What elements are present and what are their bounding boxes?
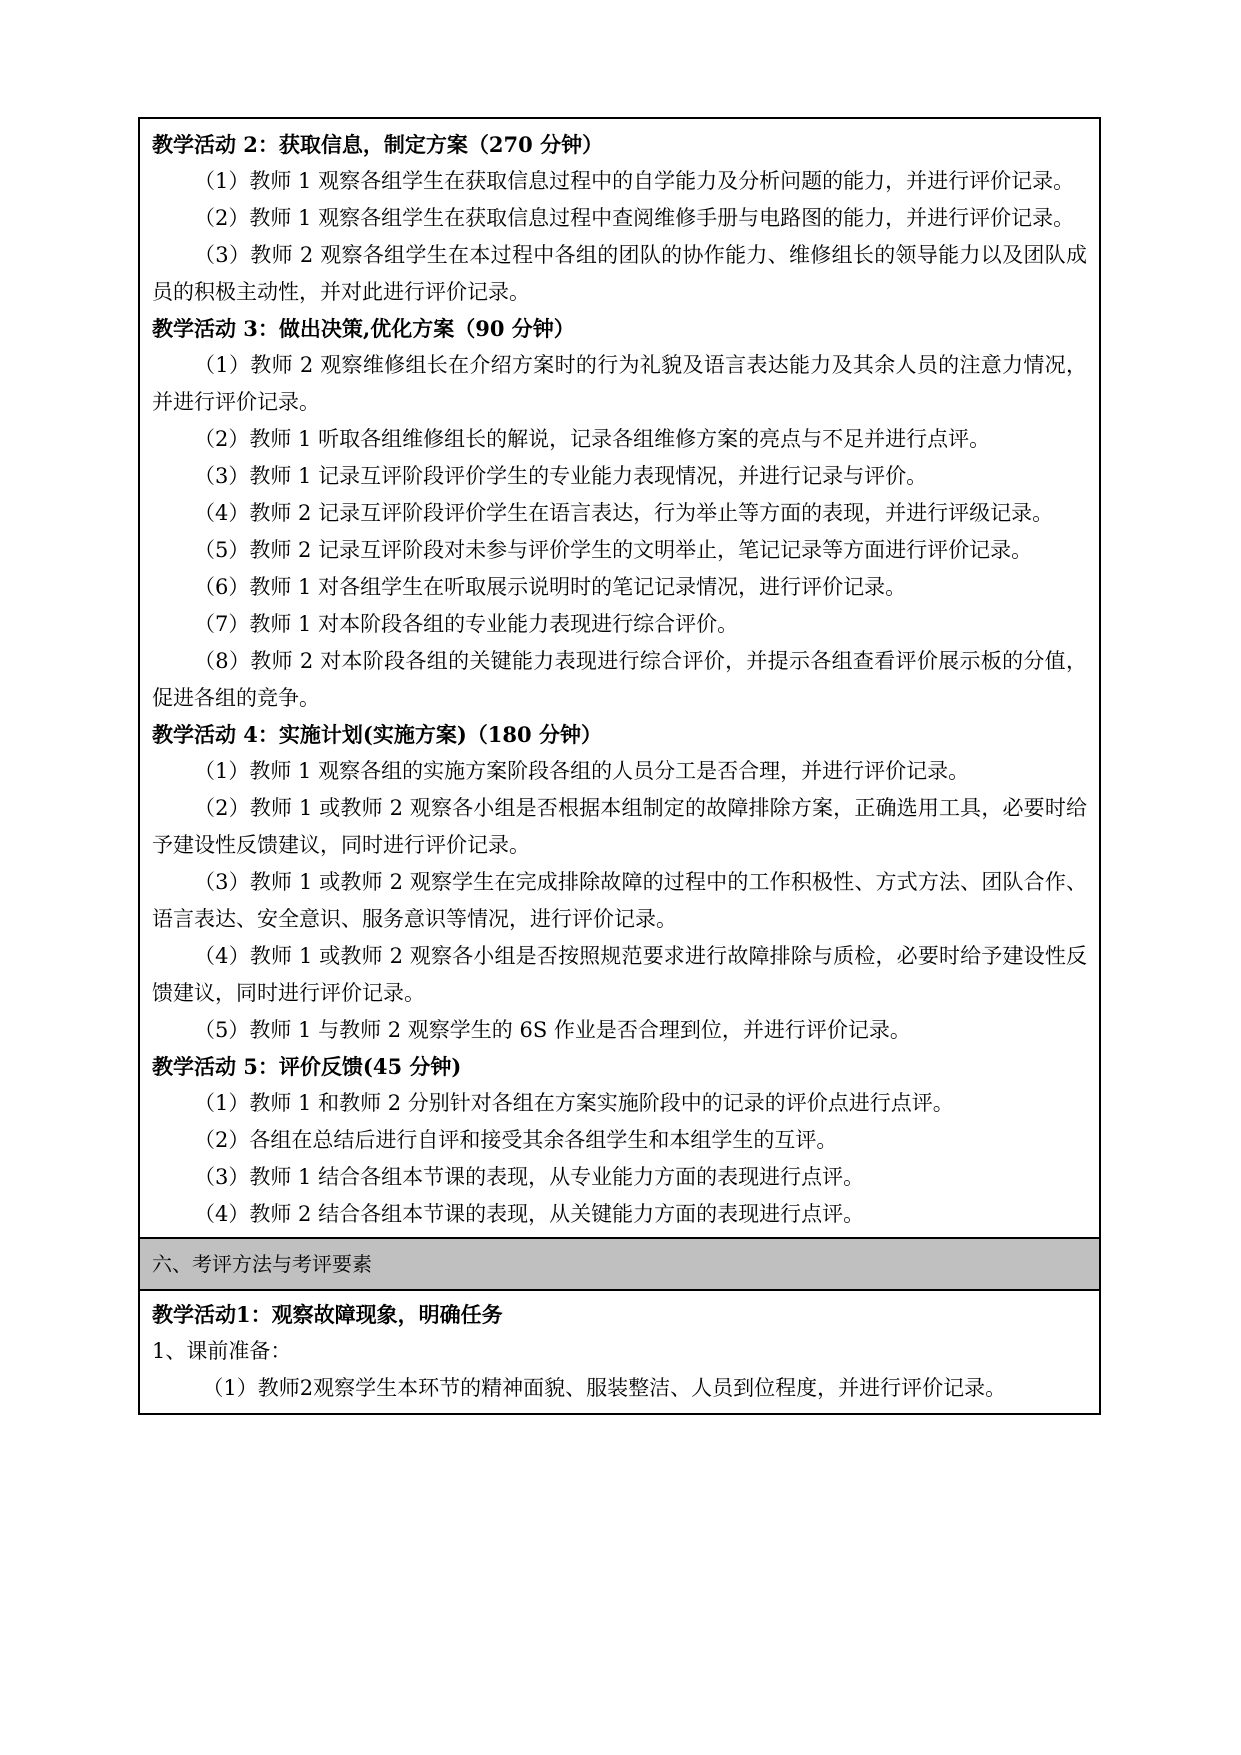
activity-3-item-8: （8）教师 2 对本阶段各组的关键能力表现进行综合评价，并提示各组查看评价展示板的分值，促进各组的竞争。 [152,649,1087,710]
activity-3-heading: 教学活动 3：做出决策,优化方案（90 分钟） [152,316,575,341]
activity-2-item-2: （2）教师 1 观察各组学生在获取信息过程中查阅维修手册与电路图的能力，并进行评价记录。 [194,206,1075,230]
assessment-cell [140,1291,1099,1413]
activity-2-block [152,127,1087,311]
activity-5-item-3: （3）教师 1 结合各组本节课的表现，从专业能力方面的表现进行点评。 [194,1165,865,1189]
activity-5-item-4: （4）教师 2 结合各组本节课的表现，从关键能力方面的表现进行点评。 [194,1202,865,1226]
activities-cell [140,119,1099,1237]
activity-3-item-2: （2）教师 1 听取各组维修组长的解说，记录各组维修方案的亮点与不足并进行点评。 [194,427,991,451]
activity-3-item-3: （3）教师 1 记录互评阶段评价学生的专业能力表现情况，并进行记录与评价。 [194,464,928,488]
activity-4-item-1: （1）教师 1 观察各组的实施方案阶段各组的人员分工是否合理，并进行评价记录。 [194,759,970,783]
pre-class-prep-label: 1、课前准备： [152,1339,292,1363]
activity-5-heading: 教学活动 5：评价反馈(45 分钟) [152,1054,462,1079]
activity-4-item-2: （2）教师 1 或教师 2 观察各小组是否根据本组制定的故障排除方案，正确选用工具，必要时给予建设性反馈建议，同时进行评价记录。 [152,796,1087,857]
activity-4-item-5: （5）教师 1 与教师 2 观察学生的 6S 作业是否合理到位，并进行评价记录。 [194,1018,911,1042]
activity-3-item-5: （5）教师 2 记录互评阶段对未参与评价学生的文明举止，笔记记录等方面进行评价记录。 [194,538,1033,562]
activity-5-item-2: （2）各组在总结后进行自评和接受其余各组学生和本组学生的互评。 [194,1128,838,1152]
section-six-title: 六、考评方法与考评要素 [152,1252,372,1276]
activity-3-block [152,311,1087,717]
activity-2-heading: 教学活动 2：获取信息，制定方案（270 分钟） [152,132,604,157]
activity-2-item-1: （1）教师 1 观察各组学生在获取信息过程中的自学能力及分析问题的能力，并进行评价记录。 [194,169,1075,193]
activity-3-item-7: （7）教师 1 对本阶段各组的专业能力表现进行综合评价。 [194,612,739,636]
activity-3-item-1: （1）教师 2 观察维修组长在介绍方案时的行为礼貌及语言表达能力及其余人员的注意力情况，并进行评价记录。 [152,353,1087,414]
assessment-table [138,117,1101,1415]
activity-3-item-6: （6）教师 1 对各组学生在听取展示说明时的笔记记录情况，进行评价记录。 [194,575,907,599]
activity-4-item-3: （3）教师 1 或教师 2 观察学生在完成排除故障的过程中的工作积极性、方式方法、团队合作、语言表达、安全意识、服务意识等情况，进行评价记录。 [152,870,1087,931]
activity-3-item-4: （4）教师 2 记录互评阶段评价学生在语言表达，行为举止等方面的表现，并进行评级记录。 [194,501,1054,525]
activity-4-item-4: （4）教师 1 或教师 2 观察各小组是否按照规范要求进行故障排除与质检，必要时给予建设性反馈建议，同时进行评价记录。 [152,944,1087,1005]
activity-5-item-1: （1）教师 1 和教师 2 分别针对各组在方案实施阶段中的记录的评价点进行点评。 [194,1091,954,1115]
activity-4-block [152,717,1087,1049]
activity-1-heading: 教学活动1：观察故障现象，明确任务 [152,1302,503,1327]
activity-5-block [152,1049,1087,1233]
activity-2-item-3: （3）教师 2 观察各组学生在本过程中各组的团队的协作能力、维修组长的领导能力以及团队成员的积极主动性，并对此进行评价记录。 [152,243,1087,304]
activity-4-heading: 教学活动 4：实施计划(实施方案)（180 分钟） [152,722,602,747]
section-six-header [140,1237,1099,1291]
pre-class-item-1: （1）教师2观察学生本环节的精神面貌、服装整洁、人员到位程度，并进行评价记录。 [202,1376,1007,1400]
